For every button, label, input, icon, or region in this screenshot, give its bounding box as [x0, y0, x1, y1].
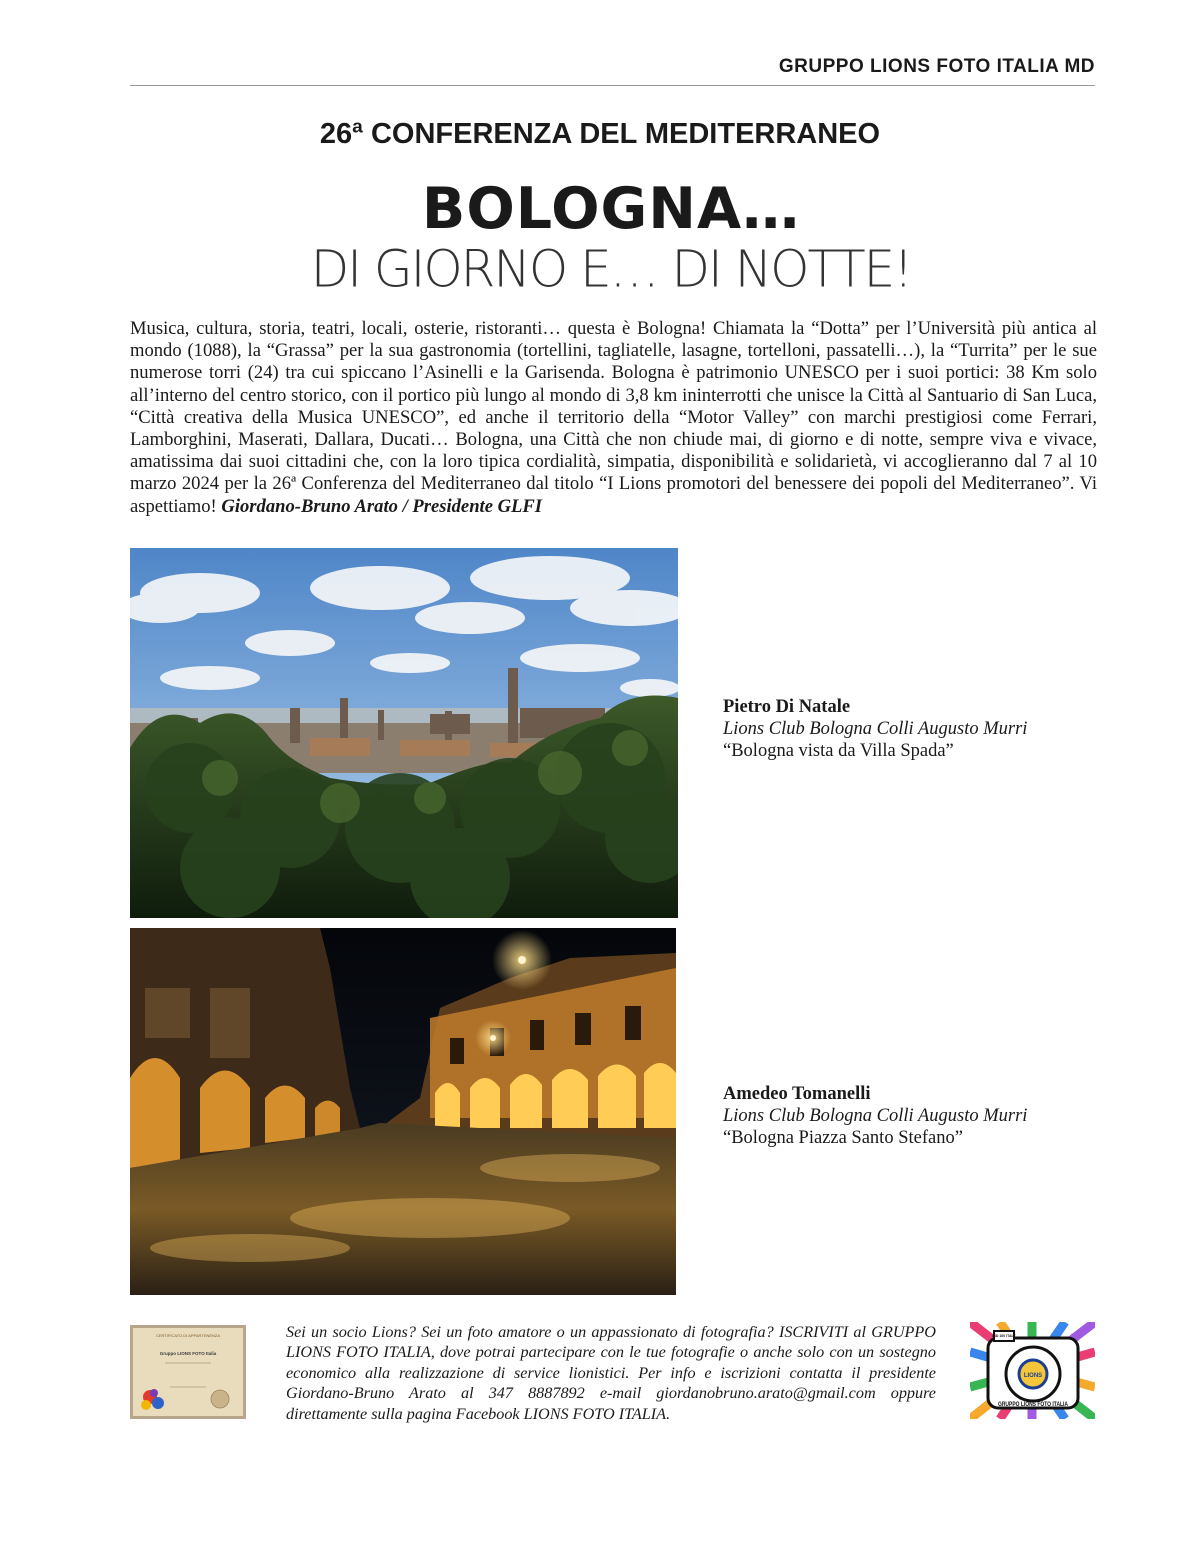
- lions-foto-italia-logo: [970, 1322, 1095, 1419]
- certificate-group: Gruppo LIONS FOTO Italia: [159, 1351, 217, 1356]
- seal-icon: [211, 1390, 229, 1408]
- membership-invitation-text: Sei un socio Lions? Sei un foto amatore o un appassionato di fotografia? ISCRIVITI al GRUPPO LIONS FOTO ITALIA, dove potrai partecipare con le tue fotografie o anche solo con un sostegno economico alla realizzazione di service lionistici. Per info e iscrizioni contatta il presidente Giordano-Bruno Arato al 347 8887892 e-mail giordanobruno.arato@gmail.com oppure direttamente sulla pagina Facebook LIONS FOTO ITALIA.: [286, 1323, 936, 1423]
- photo-caption-night: [723, 1083, 1027, 1149]
- logo-center-text: LIONS: [1023, 1373, 1043, 1379]
- header-divider: [130, 85, 1095, 86]
- photo-author: Pietro Di Natale: [723, 697, 851, 717]
- subtitle: DI GIORNO E… DI NOTTE!: [310, 239, 912, 299]
- certificate-heading: CERTIFICATO DI APPARTENENZA: [155, 1333, 221, 1338]
- photo-title: “Bologna Piazza Santo Stefano”: [723, 1128, 963, 1148]
- photo-title: “Bologna vista da Villa Spada”: [723, 741, 954, 761]
- photo-bologna-day: [130, 548, 678, 918]
- photo-club: Lions Club Bologna Colli Augusto Murri: [723, 1106, 1028, 1126]
- conference-title: 26ª CONFERENZA DEL MEDITERRANEO: [319, 118, 881, 150]
- membership-certificate-image: [130, 1325, 246, 1419]
- photo-author: Amedeo Tomanelli: [723, 1084, 871, 1104]
- logo-badge-text: IND 100 ITALY: [992, 1334, 1016, 1338]
- photo-bologna-night: [130, 928, 676, 1295]
- photo-club: Lions Club Bologna Colli Augusto Murri: [723, 719, 1028, 739]
- intro-paragraph: [130, 318, 1097, 518]
- intro-text: Musica, cultura, storia, teatri, locali, osterie, ristoranti… questa è Bologna! Chiamata la “Dotta” per l’Università più antica al mondo (1088), la “Grassa” per la sua gastronomia (tortellini, tagliatelle, lasagne, tortelloni, passatelli…), la “Turrita” per le sue numerose torri (24) tra cui spiccano l’Asinelli e la Garisenda. Bologna è patrimonio UNESCO per i suoi portici: 38 Km solo all’interno del centro storico, con il portico più lungo al mondo di 3,8 km ininterrotti che unisce la Città al Santuario di San Luca, “Città creativa della Musica UNESCO”, ed anche il territorio della “Motor Valley” con marchi prestigiosi come Ferrari, Lamborghini, Maserati, Dallara, Ducati… Bologna, una Città che non chiude mai, di giorno e di notte, sempre viva e vivace, amatissima dai suoi cittadini che, con la loro tipica cordialità, simpatia, disponibilità e solidarietà, vi accoglieranno dal 7 al 10 marzo 2024 per la 26ª Conferenza del Mediterraneo dal titolo “I Lions promotori del benessere dei popoli del Mediterraneo”. Vi aspettiamo!: [130, 318, 1097, 517]
- logo-ring-text: GRUPPO LIONS FOTO ITALIA: [998, 1402, 1069, 1408]
- photo-caption-day: [723, 696, 1027, 762]
- main-title: BOLOGNA…: [421, 176, 801, 242]
- group-header-label: GRUPPO LIONS FOTO ITALIA MD: [778, 56, 1095, 77]
- intro-signature: Giordano-Bruno Arato / Presidente GLFI: [221, 495, 543, 517]
